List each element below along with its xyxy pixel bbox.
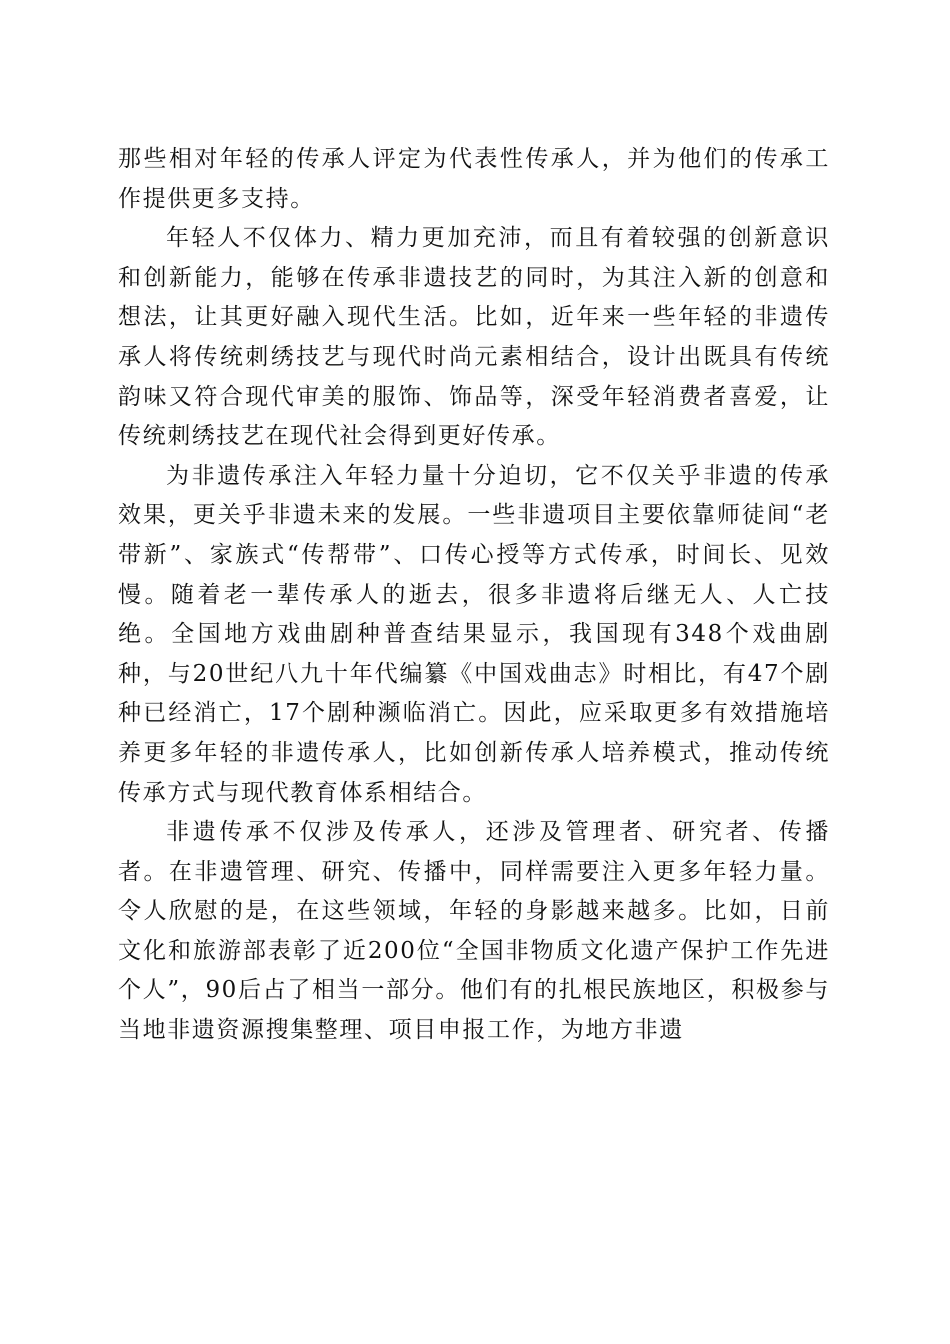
paragraph-young-innovation: 年轻人不仅体力、精力更加充沛，而且有着较强的创新意识和创新能力，能够在传承非遗技艺的同时，为其注入新的创意和想法，让其更好融入现代生活。比如，近年来一些年轻的非遗传承人将传统刺绣技艺与现代时尚元素相结合，设计出既具有传统韵味又符合现代审美的服饰、饰品等，深受年轻消费者喜爱，让传统刺绣技艺在现代社会得到更好传承。 [118,225,830,450]
paragraph-managers-researchers: 非遗传承不仅涉及传承人，还涉及管理者、研究者、传播者。在非遗管理、研究、传播中，同样需要注入更多年轻力量。令人欣慰的是，在这些领域，年轻的身影越来越多。比如，日前文化和旅游部表彰了近200位“全国非物质文化遗产保护工作先进个人”，90后占了相当一部分。他们有的扎根民族地区，积极参与当地非遗资源搜集整理、项目申报工作，为地方非遗 [118,819,830,1044]
article-body [118,140,830,1051]
paragraph-urgency: 为非遗传承注入年轻力量十分迫切，它不仅关乎非遗的传承效果，更关乎非遗未来的发展。一些非遗项目主要依靠师徒间“老带新”、家族式“传帮带”、口传心授等方式传承，时间长、见效慢。随着老一辈传承人的逝去，很多非遗将后继无人、人亡技绝。全国地方戏曲剧种普查结果显示，我国现有348个戏曲剧种，与20世纪八九十年代编纂《中国戏曲志》时相比，有47个剧种已经消亡，17个剧种濒临消亡。因此，应采取更多有效措施培养更多年轻的非遗传承人，比如创新传承人培养模式，推动传统传承方式与现代教育体系相结合。 [118,462,830,806]
paragraph-continuation: 那些相对年轻的传承人评定为代表性传承人，并为他们的传承工作提供更多支持。 [118,146,830,212]
